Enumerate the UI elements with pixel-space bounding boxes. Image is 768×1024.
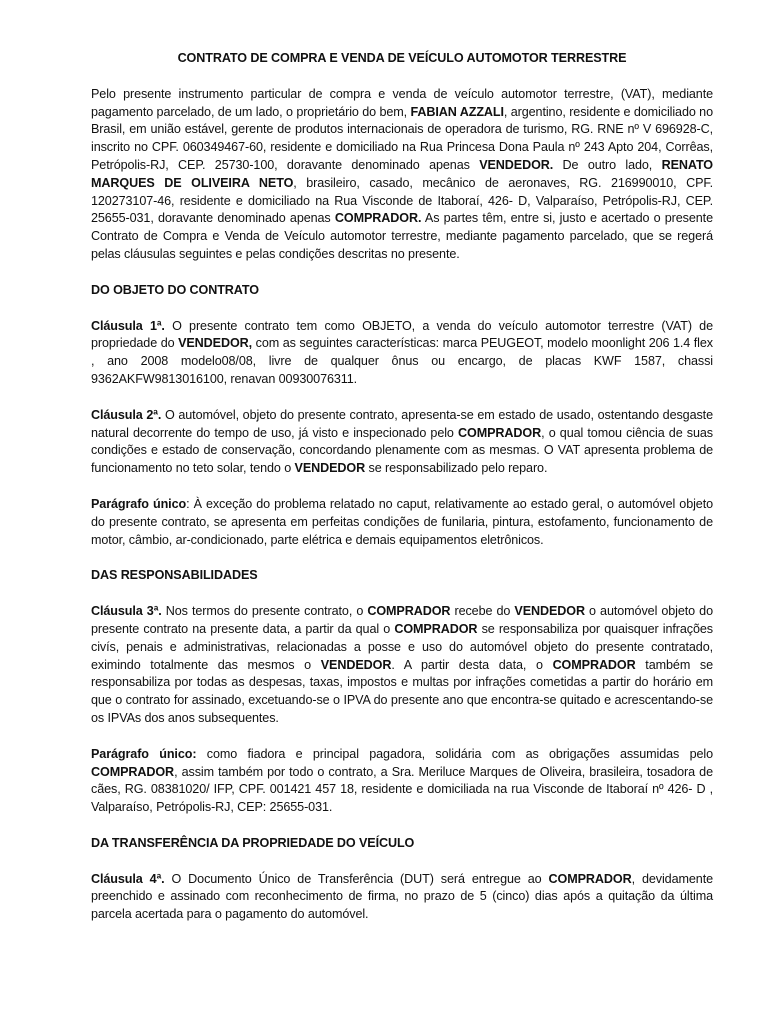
- bold-text-run: COMPRADOR: [367, 604, 451, 619]
- bold-text-run: Parágrafo único:: [91, 746, 197, 761]
- bold-text-run: FABIAN AZZALI: [410, 104, 504, 119]
- text-run: As partes têm, entre si, justo e acertado o presente Contrato de Compra e Venda de Veículo automotor terrestre, mediante pagamento parcelado, que se regerá pelas cláusulas seguintes e pelas condições descritas no presente.: [91, 211, 713, 261]
- text-run: De outro lado,: [553, 157, 662, 172]
- text-run: O presente contrato tem como OBJETO, a venda do veículo automotor terrestre (VAT) de propriedade do: [91, 318, 713, 351]
- bold-text-run: Parágrafo único: [91, 496, 187, 511]
- text-run: , brasileiro, casado, mecânico de aeronaves, RG. 216990010, CPF. 120273107-46, residente e domiciliado na Rua Visconde de Itaboraí, 426- D, Valparaíso, Petrópolis-RJ, CEP. 25655-031, doravante denominado apenas: [91, 175, 713, 226]
- text-run: Pelo presente instrumento particular de compra e venda de veículo automotor terrestre, (VAT), mediante pagamento parcelado, de um lado, o proprietário do bem,: [91, 86, 713, 119]
- contract-page: [91, 44, 713, 942]
- text-run: . A partir desta data, o: [391, 657, 553, 672]
- text-run: : À exceção do problema relatado no caput, relativamente ao estado geral, o automóvel objeto do presente contrato, se apresenta em perfeitas condições de funilaria, pintura, estofamento, funcionamento de motor, câmbio, ar-condicionado, parte elétrica e demais equipamentos eletrônicos.: [91, 496, 714, 547]
- text-run: como fiadora e principal pagadora, solidária com as obrigações assumidas pelo: [196, 746, 714, 761]
- clausula-1-paragraph: [91, 318, 713, 389]
- text-run: também se responsabiliza por todas as despesas, taxas, impostos e multas por infrações cometidas a partir do horário em que o contrato for assinado, excetuando-se o IPVA do presente ano que encontra-se quitado e acrescentando-se os IPVAs dos anos subsequentes.: [91, 657, 713, 725]
- bold-text-run: COMPRADOR: [548, 871, 632, 886]
- text-run: se responsabiliza por quaisquer infrações civís, penais e administrativas, relacionadas a posse e uso do automóvel objeto do presente contratado, eximindo totalmente das mesmos o: [91, 621, 713, 672]
- section-heading-transferencia: DA TRANSFERÊNCIA DA PROPRIEDADE DO VEÍCULO: [91, 835, 415, 850]
- bold-text-run: Cláusula 3ª.: [91, 604, 162, 619]
- text-run: se responsabilizado pelo reparo.: [365, 461, 548, 476]
- bold-text-run: COMPRADOR: [394, 621, 478, 636]
- bold-text-run: Cláusula 1ª.: [91, 318, 165, 333]
- text-run: com as seguintes características: marca PEUGEOT, modelo moonlight 206 1.4 flex , ano 2008 modelo08/08, livre de qualquer ônus ou encargo, de placas KWF 1587, chassi 9362AKFW9813016100, renavan 00930076311.: [91, 336, 713, 386]
- section-heading-responsabilidades: DAS RESPONSABILIDADES: [91, 568, 258, 583]
- bold-text-run: COMPRADOR: [552, 657, 636, 672]
- paragrafo-unico-2: [91, 746, 713, 817]
- bold-text-run: VENDEDOR: [514, 604, 585, 619]
- bold-text-run: VENDEDOR.: [479, 157, 554, 172]
- document-title: CONTRATO DE COMPRA E VENDA DE VEÍCULO AUTOMOTOR TERRESTRE: [177, 51, 627, 65]
- text-run: , assim também por todo o contrato, a Sra. Meriluce Marques de Oliveira, brasileira, tosadora de cães, RG. 08381020/ IFP, CPF. 001421 457 18, residente e domiciliada na rua Visconde de Itaboraí nº 426- D , Valparaíso, Petrópolis-RJ, CEP: 25655-031.: [91, 764, 713, 815]
- preamble-paragraph: [91, 86, 713, 264]
- text-run: recebe do: [450, 604, 515, 619]
- bold-text-run: Cláusula 4ª.: [91, 871, 165, 886]
- clausula-2-paragraph: [91, 407, 713, 478]
- clausula-3-paragraph: [91, 603, 713, 728]
- clausula-4-paragraph: [91, 871, 713, 924]
- bold-text-run: COMPRADOR.: [334, 211, 422, 226]
- bold-text-run: VENDEDOR: [294, 461, 366, 476]
- text-run: , devidamente preenchido e assinado com reconhecimento de firma, no prazo de 5 (cinco) dias após a quitação da última parcela acertada para o pagamento do automóvel.: [91, 871, 713, 922]
- text-run: O Documento Único de Transferência (DUT) será entregue ao: [164, 871, 549, 886]
- section-heading-objeto: DO OBJETO DO CONTRATO: [91, 282, 259, 297]
- paragrafo-unico-1: [91, 496, 713, 549]
- bold-text-run: RENATO MARQUES DE OLIVEIRA NETO: [91, 157, 714, 190]
- bold-text-run: VENDEDOR,: [178, 336, 253, 351]
- bold-text-run: COMPRADOR: [458, 425, 542, 440]
- bold-text-run: VENDEDOR: [320, 657, 392, 672]
- text-run: O automóvel, objeto do presente contrato, apresenta-se em estado de usado, ostentando desgaste natural decorrente do tempo de uso, já visto e inspecionado pelo: [91, 407, 713, 440]
- bold-text-run: Cláusula 2ª.: [91, 407, 162, 422]
- text-run: , argentino, residente e domiciliado no Brasil, em união estável, gerente de produtos internacionais de operadora de turismo, RG. RNE nº V 696928-C, inscrito no CPF. 060349467-60, residente e domiciliado na Rua Princesa Dona Paula nº 243 Apto 204, Corrêas, Petrópolis-RJ, CEP. 25730-100, doravante denominado apenas: [91, 104, 713, 172]
- text-run: , o qual tomou ciência de suas condições e estado de conservação, concordando plenamente com as mesmas. O VAT apresenta problema de funcionamento no teto solar, tendo o: [91, 425, 713, 476]
- bold-text-run: COMPRADOR: [91, 764, 175, 779]
- text-run: o automóvel objeto do presente contrato na presente data, a partir da qual o: [91, 604, 713, 636]
- text-run: Nos termos do presente contrato, o: [161, 604, 368, 619]
